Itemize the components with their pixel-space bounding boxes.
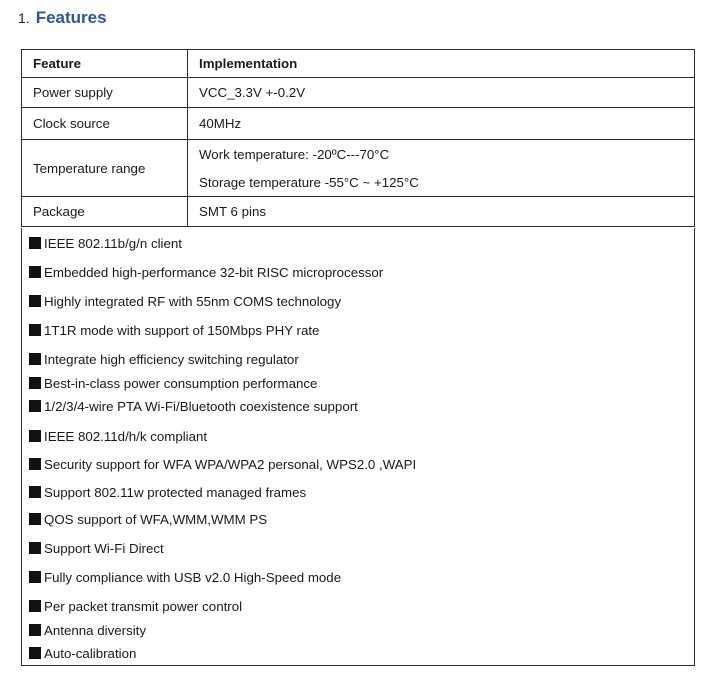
square-bullet-icon (29, 324, 41, 336)
header-implementation: Implementation (188, 50, 695, 78)
list-item: 1/2/3/4-wire PTA Wi-Fi/Bluetooth coexistence support (29, 397, 358, 415)
implementation-line: VCC_3.3V +-0.2V (199, 85, 306, 100)
list-item: IEEE 802.11b/g/n client (29, 234, 182, 252)
implementation-line: SMT 6 pins (199, 204, 267, 219)
list-item: Security support for WFA WPA/WPA2 personal, WPS2.0 ,WAPI (29, 455, 416, 473)
square-bullet-icon (29, 237, 41, 249)
square-bullet-icon (29, 513, 41, 525)
table-row (22, 197, 695, 227)
implementation-cell (188, 78, 695, 108)
list-item: Best-in-class power consumption performance (29, 374, 317, 392)
list-item: 1T1R mode with support of 150Mbps PHY rate (29, 321, 319, 339)
list-item: IEEE 802.11d/h/k compliant (29, 427, 207, 445)
implementation-line: Work temperature: -20ºC---70°C (199, 146, 390, 162)
implementation-line: Storage temperature -55°C ~ +125°C (199, 174, 419, 190)
list-item: Antenna diversity (29, 621, 146, 639)
feature-cell: Package (22, 197, 188, 227)
table-row (22, 78, 695, 108)
square-bullet-icon (29, 353, 41, 365)
feature-list (21, 228, 695, 666)
table-row (22, 108, 695, 140)
square-bullet-icon (29, 571, 41, 583)
section-title: Features (35, 8, 107, 27)
square-bullet-icon (29, 400, 41, 412)
feature-cell: Power supply (22, 78, 188, 108)
square-bullet-icon (29, 430, 41, 442)
feature-cell: Temperature range (22, 140, 188, 197)
square-bullet-icon (29, 600, 41, 612)
list-item: Per packet transmit power control (29, 597, 242, 615)
section-heading (18, 8, 107, 28)
spec-table (21, 49, 695, 227)
square-bullet-icon (29, 266, 41, 278)
list-item: Highly integrated RF with 55nm COMS technology (29, 292, 341, 310)
list-item: Support 802.11w protected managed frames (29, 483, 306, 501)
list-item: Auto-calibration (29, 644, 136, 662)
list-item: Fully compliance with USB v2.0 High-Speed mode (29, 568, 341, 586)
square-bullet-icon (29, 542, 41, 554)
feature-cell: Clock source (22, 108, 188, 140)
implementation-cell (188, 108, 695, 140)
header-feature: Feature (22, 50, 188, 78)
table-row (22, 140, 695, 197)
square-bullet-icon (29, 377, 41, 389)
table-header-row (22, 50, 695, 78)
square-bullet-icon (29, 486, 41, 498)
implementation-line: 40MHz (199, 116, 242, 131)
list-item: Embedded high-performance 32-bit RISC microprocessor (29, 263, 383, 281)
implementation-cell (188, 197, 695, 227)
list-item: Support Wi-Fi Direct (29, 539, 164, 557)
list-item: Integrate high efficiency switching regulator (29, 350, 299, 368)
square-bullet-icon (29, 647, 41, 659)
section-number: 1. (18, 10, 30, 26)
square-bullet-icon (29, 624, 41, 636)
square-bullet-icon (29, 458, 41, 470)
square-bullet-icon (29, 295, 41, 307)
implementation-cell (188, 140, 695, 197)
list-item: QOS support of WFA,WMM,WMM PS (29, 510, 267, 528)
